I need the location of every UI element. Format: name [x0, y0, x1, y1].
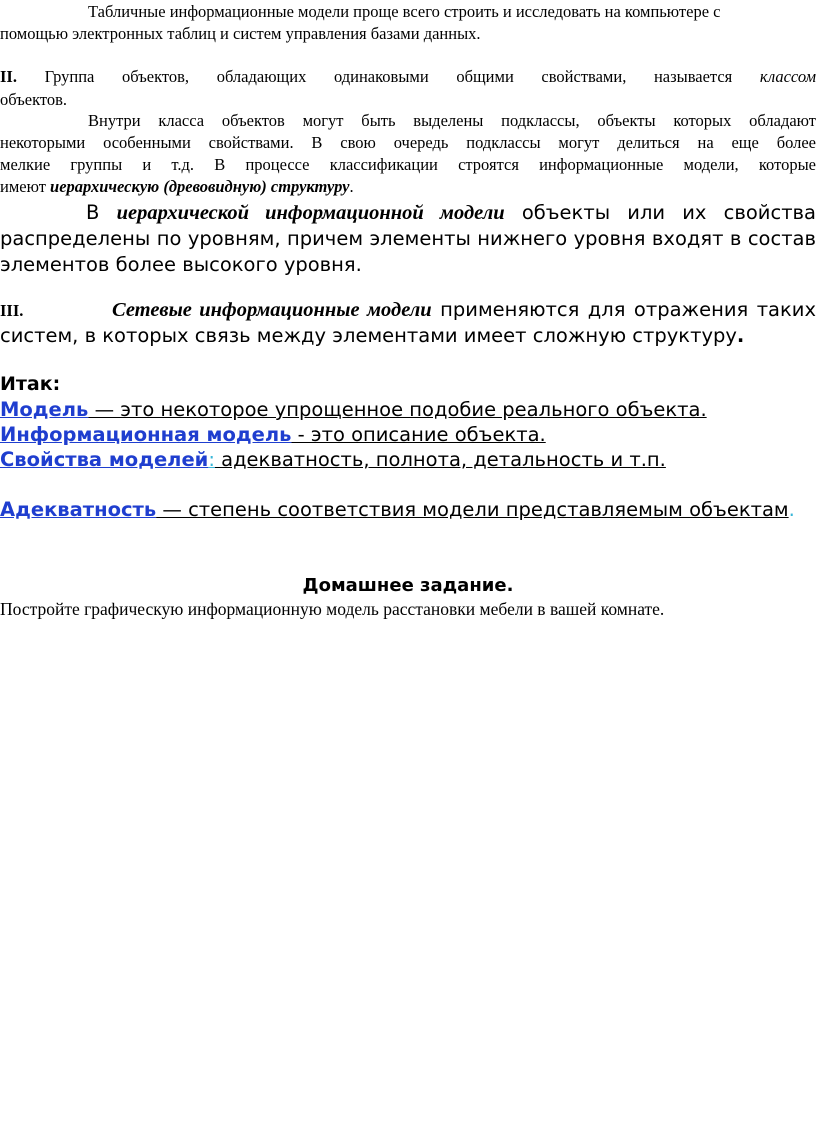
- adequacy-end: .: [788, 498, 795, 521]
- adequacy-term-link[interactable]: Адекватность: [0, 498, 157, 521]
- para2-text: Группа объектов, обладающих одинаковыми общими свойствами, называется: [44, 67, 733, 86]
- definition-adequacy: [0, 496, 816, 523]
- model-properties-colon: :: [208, 448, 215, 471]
- para3-line4-start: имеют: [0, 177, 46, 196]
- para1-line1: Табличные информационные модели проще всего строить и исследовать на компьютере с: [88, 2, 721, 21]
- para3-emphasis: иерархическую (древовидную) структуру: [50, 177, 350, 196]
- definition-model-properties: [0, 446, 816, 473]
- adequacy-definition: — степень соответствия модели представляемым объектам: [156, 498, 789, 521]
- para2-number: II.: [0, 67, 17, 86]
- para3-line4-end: .: [349, 177, 354, 196]
- para4-line1: [86, 199, 816, 227]
- para5-emphasis: Сетевые информационные модели: [112, 299, 432, 321]
- para5-line2: [0, 322, 816, 349]
- para2-italic-term: классом: [759, 67, 816, 86]
- para4-lead: В: [86, 201, 100, 224]
- definition-model: [0, 396, 816, 423]
- para3-line2: некоторыми особенными свойствами. В свою очередь подклассы могут делиться на еще более: [0, 133, 816, 152]
- para1-line2: помощью электронных таблиц и систем управления базами данных.: [0, 24, 481, 43]
- model-properties-definition: адекватность, полнота, детальность и т.п.: [214, 448, 666, 471]
- para5-rest: применяются для отражения таких: [440, 298, 816, 321]
- model-definition: — это некоторое упрощенное подобие реального объекта.: [88, 398, 707, 421]
- definition-information-model: [0, 421, 816, 448]
- summary-heading: Итак:: [0, 373, 61, 395]
- para5-line2-text: систем, в которых связь между элементами имеет сложную структуру: [0, 324, 737, 347]
- homework-text: Постройте графическую информационную модель расстановки мебели в вашей комнате.: [0, 599, 665, 619]
- para4-rest: объекты или их свойства: [521, 201, 816, 224]
- homework-title: Домашнее задание.: [302, 575, 514, 596]
- para4-line3: элементов более высокого уровня.: [0, 253, 362, 276]
- para3-line4: [0, 176, 816, 199]
- para2-line2: объектов.: [0, 90, 68, 109]
- information-model-term-link[interactable]: Информационная модель: [0, 423, 292, 446]
- para5-line1: [0, 296, 816, 324]
- information-model-definition: - это описание объекта.: [291, 423, 546, 446]
- para4-emphasis: иерархической информационной модели: [116, 202, 505, 224]
- para3-line1: Внутри класса объектов могут быть выделены подклассы, объекты которых обладают: [88, 111, 816, 130]
- model-term-link[interactable]: Модель: [0, 398, 89, 421]
- para2-line1: [0, 66, 816, 89]
- para4-line2: распределены по уровням, причем элементы нижнего уровня входят в состав: [0, 227, 816, 250]
- para5-number: III.: [0, 301, 24, 320]
- model-properties-term-link[interactable]: Свойства моделей: [0, 448, 209, 471]
- para5-line2-end: .: [736, 324, 745, 347]
- para3-line3: мелкие группы и т.д. В процессе классификации строятся информационные модели, которые: [0, 155, 816, 174]
